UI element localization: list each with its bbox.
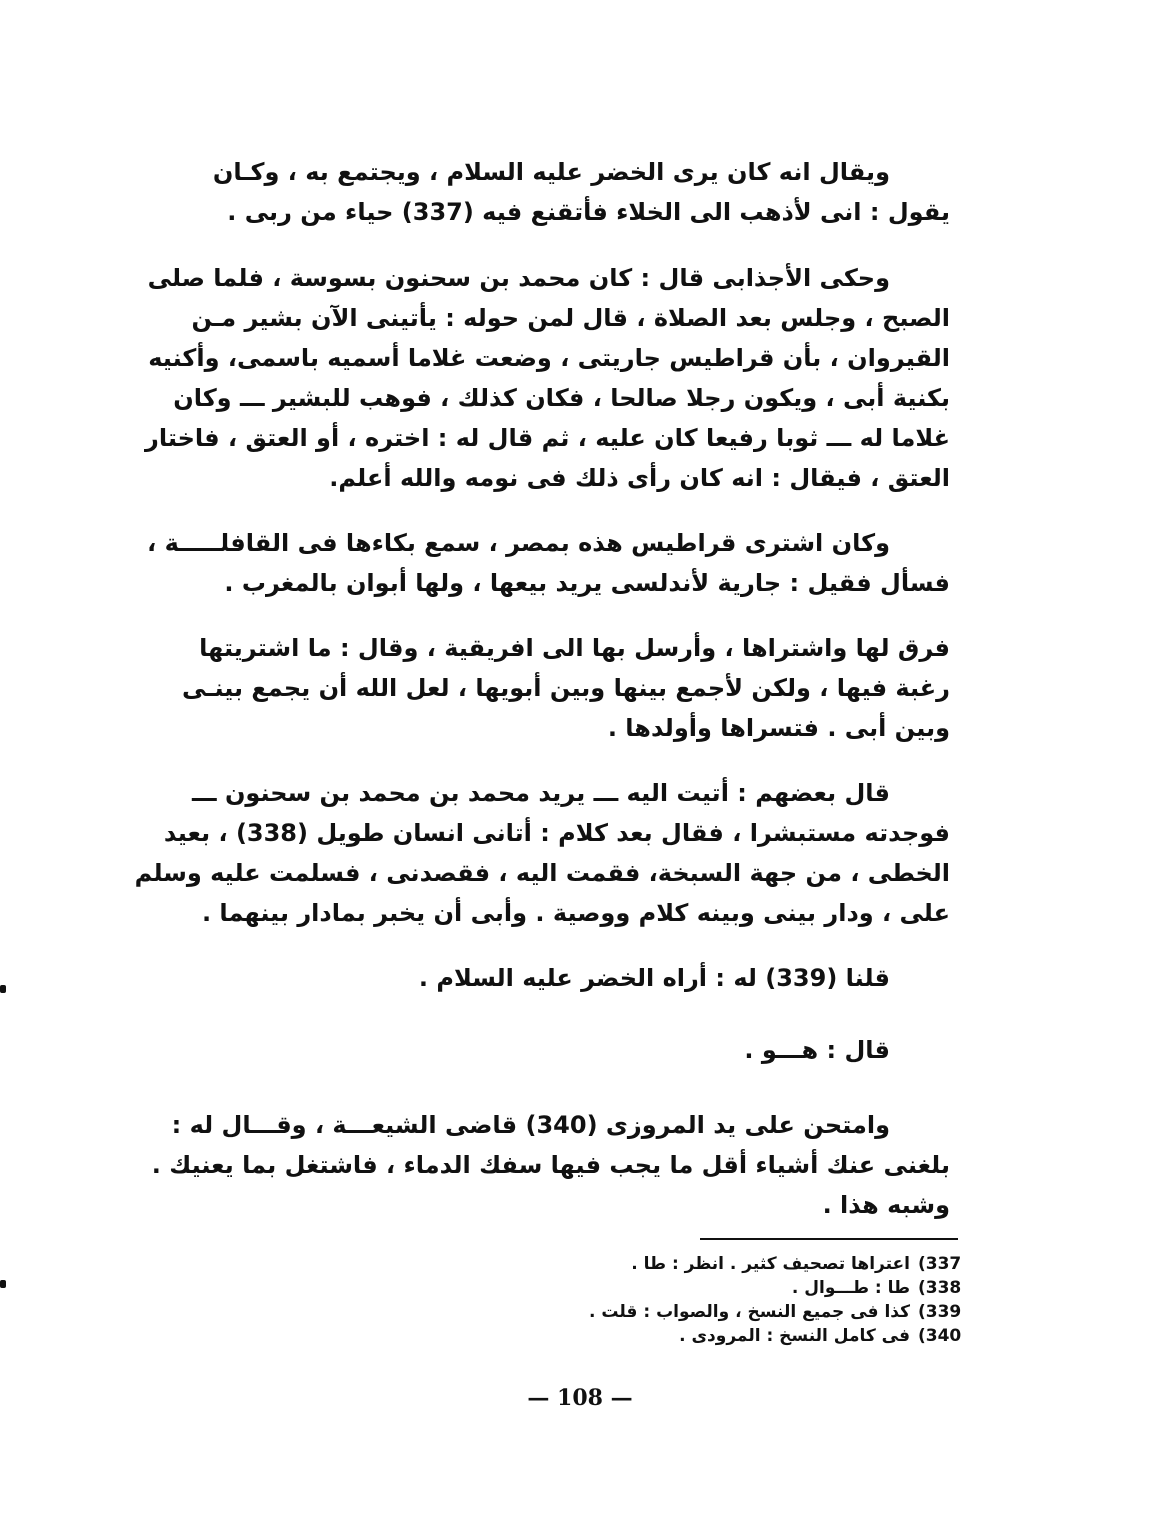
text-line: وحكى الأجذابى قال : كان محمد بن سحنون بسوسة ، فلما صلى	[147, 264, 890, 292]
footnote-number: (340	[918, 1326, 962, 1346]
footnote-number: (339	[918, 1302, 962, 1322]
text-line: وشبه هذا .	[822, 1191, 950, 1219]
footnote-item	[480, 1300, 962, 1324]
text-line: يقول : انى لأذهب الى الخلاء فأتقنع فيه (337) حياء من ربى .	[227, 198, 950, 226]
text-line: وامتحن على يد المروزى (340) قاضى الشيعـــة ، وقـــال له :	[171, 1111, 890, 1139]
page-number: — 108 —	[527, 1385, 633, 1411]
text-line: على ، ودار بينى وبينه كلام ووصية . وأبى أن يخبر بمادار بينهما .	[201, 899, 950, 927]
text-line: فرق لها واشتراها ، وأرسل بها الى افريقية ، وقال : ما اشتريتها	[199, 634, 950, 662]
text-line: العتق ، فيقال : انه كان رأى ذلك فى نومه والله أعلم.	[329, 464, 950, 492]
paragraph-6	[195, 958, 950, 998]
text-line: الصبح ، وجلس بعد الصلاة ، قال لمن حوله : يأتينى الآن بشير مـن	[191, 304, 950, 332]
text-line: قال : هـــو .	[744, 1036, 890, 1064]
text-line: قال بعضهم : أتيت اليه ـــ يريد محمد بن محمد بن سحنون ـــ	[191, 779, 890, 807]
footnote-text: كذا فى جميع النسخ ، والصواب : قلت .	[589, 1302, 910, 1322]
paragraph-2	[145, 258, 950, 498]
footnote-text: اعتراها تصحيف كثير . انظر : طا .	[631, 1254, 910, 1274]
paragraph-8	[151, 1105, 950, 1225]
footnote-item	[480, 1252, 962, 1276]
text-line: بكنية أبى ، ويكون رجلا صالحا ، فكان كذلك ، فوهب للبشير ـــ وكان	[173, 384, 950, 412]
footnote-number: (338	[918, 1278, 962, 1298]
footnote-separator	[700, 1238, 958, 1240]
scan-speck	[0, 1280, 6, 1288]
footnote-text: فى كامل النسخ : المرودى .	[679, 1326, 910, 1346]
text-line: القيروان ، بأن قراطيس جاريتى ، وضعت غلاما أسميه باسمى، وأكنيه	[148, 344, 950, 372]
text-line: فسأل فقيل : جارية لأندلسى يريد بيعها ، ولها أبوان بالمغرب .	[224, 569, 950, 597]
footnote-number: (337	[918, 1254, 962, 1274]
text-line: وبين أبى . فتسراها وأولدها .	[607, 714, 950, 742]
text-line: قلنا (339) له : أراه الخضر عليه السلام .	[418, 964, 890, 992]
footnotes	[480, 1252, 962, 1348]
text-line: فوجدته مستبشرا ، فقال بعد كلام : أتانى انسان طويل (338) ، بعيد	[163, 819, 950, 847]
scan-speck	[0, 985, 6, 993]
text-line: رغبة فيها ، ولكن لأجمع بينها وبين أبويها ، لعل الله أن يجمع بينـى	[181, 674, 950, 702]
paragraph-3	[147, 523, 950, 603]
text-line: بلغنى عنك أشياء أقل ما يجب فيها سفك الدماء ، فاشتغل بما يعنيك .	[151, 1151, 950, 1179]
paragraph-5	[134, 773, 950, 933]
footnote-text: طا : طـــوال .	[791, 1278, 910, 1298]
paragraph-4	[181, 628, 950, 748]
text-line: الخطى ، من جهة السبخة، فقمت اليه ، فقصدنى ، فسلمت عليه وسلم	[134, 859, 950, 887]
footnote-item	[480, 1324, 962, 1348]
text-line: غلاما له ـــ ثوبا رفيعا كان عليه ، ثم قال له : اختره ، أو العتق ، فاختار	[145, 424, 950, 452]
text-line: ويقال انه كان يرى الخضر عليه السلام ، ويجتمع به ، وكـان	[212, 158, 890, 186]
paragraph-7	[195, 1030, 950, 1070]
paragraph-1	[195, 152, 950, 232]
footnote-item	[480, 1276, 962, 1300]
text-line: وكان اشترى قراطيس هذه بمصر ، سمع بكاءها فى القافلـــــة ،	[147, 529, 890, 557]
